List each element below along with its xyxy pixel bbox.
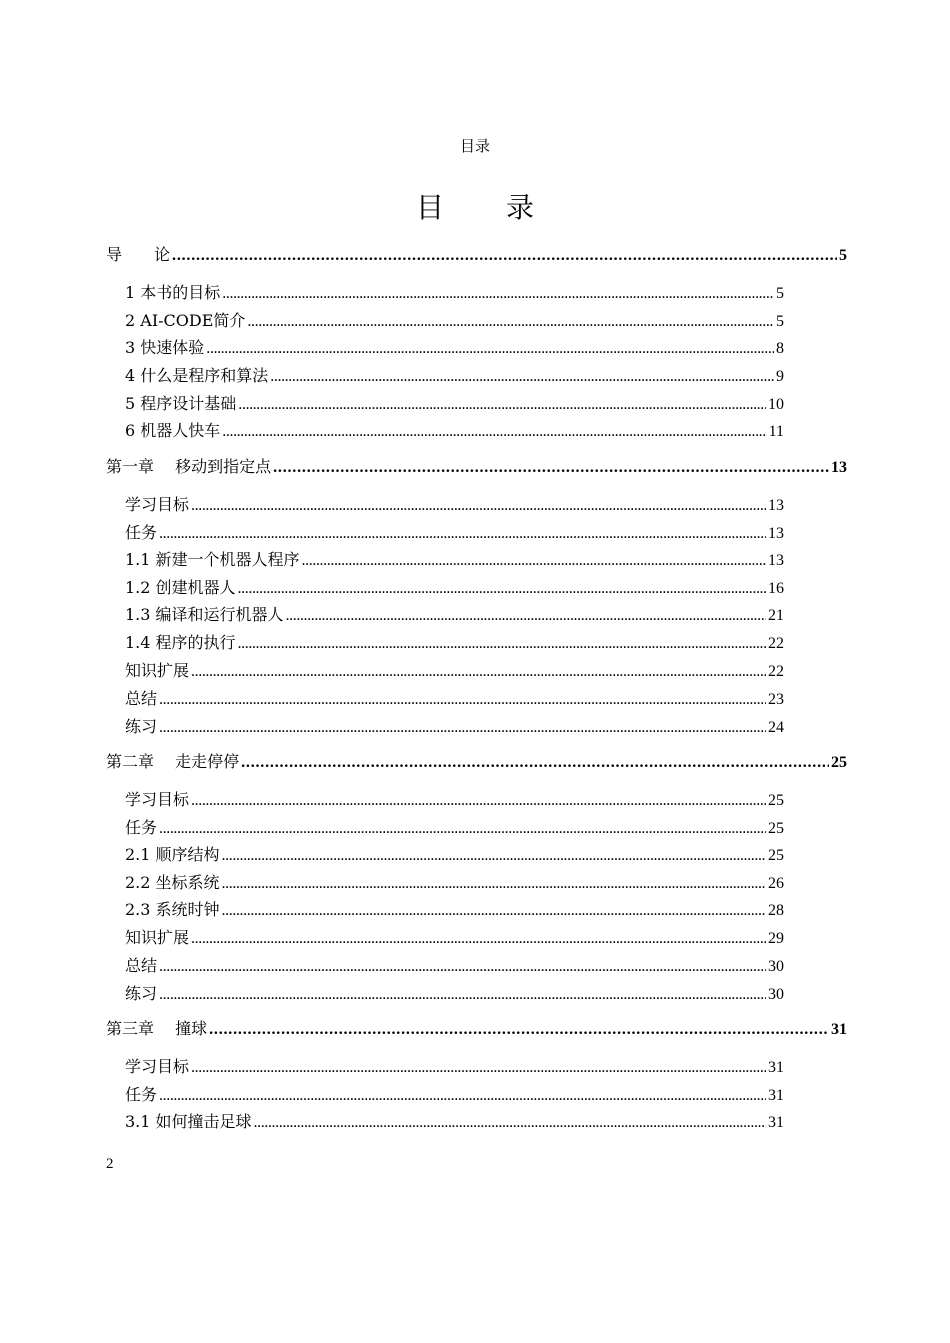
toc-section-entry[interactable] (125, 790, 784, 811)
toc-dot-leader (172, 246, 837, 266)
toc-dot-leader (238, 395, 766, 415)
toc-section-entry[interactable] (125, 928, 784, 949)
toc-entry-page: 13 (831, 459, 847, 476)
toc-entry-label: 第一章 移动到指定点 (106, 457, 272, 476)
toc-dot-leader (206, 339, 774, 359)
toc-entry-page: 5 (776, 313, 784, 330)
toc-entry-label: 练习 (125, 984, 158, 1003)
toc-entry-label: 总结 (125, 956, 158, 975)
toc-section-entry[interactable] (125, 421, 784, 442)
toc-dot-leader (270, 367, 774, 387)
toc-chapter-entry[interactable] (106, 752, 847, 773)
toc-section-entry[interactable] (125, 1057, 784, 1078)
toc-entry-page: 16 (768, 580, 784, 597)
toc-entry-page: 23 (768, 691, 784, 708)
toc-dot-leader (191, 662, 766, 682)
toc-entry-page: 28 (768, 902, 784, 919)
toc-chapter-entry[interactable] (106, 1019, 847, 1040)
toc-section-entry[interactable] (125, 1112, 784, 1133)
toc-section-entry[interactable] (125, 1085, 784, 1106)
toc-entry-label: 3.1 如何撞击足球 (125, 1112, 252, 1131)
toc-entry-page: 26 (768, 875, 784, 892)
toc-entry-label: 导 论 (106, 245, 171, 264)
toc-entry-page: 13 (768, 497, 784, 514)
toc-entry-label: 第三章 撞球 (106, 1019, 208, 1038)
toc-entry-label: 5 程序设计基础 (125, 394, 237, 413)
toc-section-entry[interactable] (125, 311, 784, 332)
toc-section-entry[interactable] (125, 818, 784, 839)
toc-entry-page: 30 (768, 986, 784, 1003)
toc-section-entry[interactable] (125, 550, 784, 571)
toc-entry-page: 21 (768, 607, 784, 624)
toc-entry-label: 学习目标 (125, 790, 190, 809)
toc-entry-label: 练习 (125, 717, 158, 736)
toc-entry-label: 2.2 坐标系统 (125, 873, 220, 892)
toc-entry-label: 知识扩展 (125, 661, 190, 680)
toc-entry-page: 29 (768, 930, 784, 947)
toc-dot-leader (222, 284, 774, 304)
toc-entry-page: 9 (776, 368, 784, 385)
toc-section-entry[interactable] (125, 283, 784, 304)
toc-dot-leader (159, 690, 766, 710)
toc-dot-leader (238, 579, 766, 599)
toc-dot-leader (286, 606, 766, 626)
toc-entry-label: 2 AI-CODE简介 (125, 311, 246, 330)
toc-dot-leader (247, 312, 774, 332)
toc-dot-leader (209, 1020, 829, 1040)
toc-section-entry[interactable] (125, 689, 784, 710)
toc-entry-page: 22 (768, 635, 784, 652)
toc-entry-label: 6 机器人快车 (125, 421, 221, 440)
toc-entry-page: 31 (768, 1114, 784, 1131)
running-header: 目录 (459, 137, 490, 155)
toc-entry-label: 1.1 新建一个机器人程序 (125, 550, 300, 569)
toc-entry-label: 4 什么是程序和算法 (125, 366, 269, 385)
toc-entry-label: 1.3 编译和运行机器人 (125, 605, 284, 624)
toc-dot-leader (241, 753, 829, 773)
toc-entry-page: 25 (768, 820, 784, 837)
toc-section-entry[interactable] (125, 605, 784, 626)
toc-dot-leader (222, 846, 766, 866)
toc-dot-leader (159, 524, 766, 544)
toc-dot-leader (254, 1113, 766, 1133)
toc-entry-page: 25 (768, 847, 784, 864)
toc-entry-label: 1.4 程序的执行 (125, 633, 236, 652)
toc-dot-leader (191, 791, 766, 811)
toc-entry-page: 31 (768, 1087, 784, 1104)
toc-title (0, 186, 950, 226)
toc-section-entry[interactable] (125, 578, 784, 599)
toc-dot-leader (159, 718, 766, 738)
toc-entry-page: 11 (768, 423, 784, 440)
toc-entry-label: 学习目标 (125, 1057, 190, 1076)
toc-dot-leader (222, 874, 766, 894)
toc-section-entry[interactable] (125, 900, 784, 921)
toc-dot-leader (238, 634, 766, 654)
toc-dot-leader (159, 957, 766, 977)
toc-section-entry[interactable] (125, 338, 784, 359)
toc-title-right: 录 (506, 191, 535, 224)
toc-entry-page: 5 (776, 285, 784, 302)
toc-entry-page: 31 (768, 1059, 784, 1076)
toc-entry-label: 任务 (125, 818, 158, 837)
toc-entry-label: 1.2 创建机器人 (125, 578, 236, 597)
toc-entry-page: 8 (776, 340, 784, 357)
toc-section-entry[interactable] (125, 984, 784, 1005)
toc-entry-page: 31 (831, 1021, 847, 1038)
toc-entry-label: 第二章 走走停停 (106, 752, 240, 771)
toc-dot-leader (159, 819, 766, 839)
toc-dot-leader (159, 985, 766, 1005)
footer-page-number: 2 (106, 1156, 114, 1172)
toc-entry-label: 任务 (125, 523, 158, 542)
toc-section-entry[interactable] (125, 956, 784, 977)
toc-dot-leader (191, 496, 766, 516)
toc-section-entry[interactable] (125, 633, 784, 654)
toc-entry-page: 24 (768, 719, 784, 736)
toc-dot-leader (222, 422, 766, 442)
toc-dot-leader (222, 901, 766, 921)
toc-section-entry[interactable] (125, 873, 784, 894)
toc-entry-page: 25 (768, 792, 784, 809)
toc-dot-leader (191, 1058, 766, 1078)
toc-section-entry[interactable] (125, 717, 784, 738)
toc-entry-label: 2.3 系统时钟 (125, 900, 220, 919)
toc-entry-page: 25 (831, 754, 847, 771)
toc-dot-leader (302, 551, 766, 571)
toc-section-entry[interactable] (125, 523, 784, 544)
toc-entry-page: 30 (768, 958, 784, 975)
toc-dot-leader (191, 929, 766, 949)
toc-section-entry[interactable] (125, 661, 784, 682)
toc-entry-label: 学习目标 (125, 495, 190, 514)
toc-entry-label: 总结 (125, 689, 158, 708)
toc-entry-label: 2.1 顺序结构 (125, 845, 220, 864)
toc-entry-page: 5 (839, 247, 847, 264)
toc-entry-label: 知识扩展 (125, 928, 190, 947)
toc-section-entry[interactable] (125, 845, 784, 866)
toc-title-left: 目 (415, 191, 444, 224)
toc-entry-page: 13 (768, 525, 784, 542)
toc-entry-page: 22 (768, 663, 784, 680)
toc-dot-leader (273, 458, 829, 478)
toc-entry-page: 10 (768, 396, 784, 413)
toc-chapter-entry[interactable] (106, 457, 847, 478)
toc-section-entry[interactable] (125, 366, 784, 387)
toc-section-entry[interactable] (125, 495, 784, 516)
toc-entry-label: 3 快速体验 (125, 338, 205, 357)
toc-dot-leader (159, 1086, 766, 1106)
toc-section-entry[interactable] (125, 394, 784, 415)
toc-entry-label: 任务 (125, 1085, 158, 1104)
toc-entry-label: 1 本书的目标 (125, 283, 221, 302)
toc-entry-page: 13 (768, 552, 784, 569)
toc-chapter-entry[interactable] (106, 245, 847, 266)
